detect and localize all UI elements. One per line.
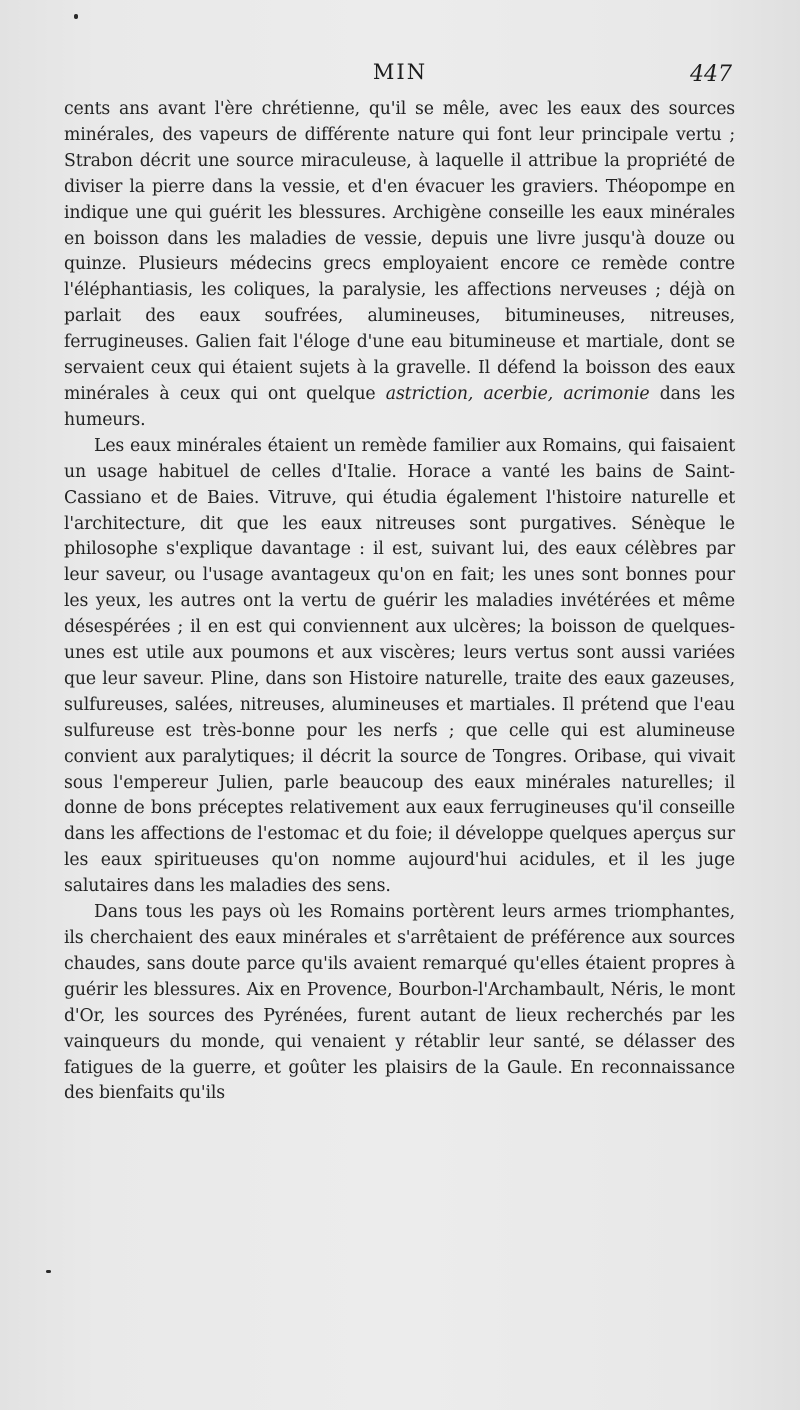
body-text: [64, 97, 735, 1107]
ink-speck: [46, 1270, 51, 1273]
page-number: 447: [690, 62, 732, 87]
text-segment: cents ans avant l'ère chrétienne, qu'il se mêle, avec les eaux des sources minérales, des vapeurs de différente nature qui font leur principale vertu ; Strabon décrit une source miraculeuse, à laquelle il attribue la propriété de diviser la pierre dans la vessie, et d'en évacuer les graviers. Théopompe en indique une qui guérit les blessures. Archigène conseille les eaux minérales en boisson dans les maladies de vessie, depuis une livre jusqu'à douze ou quinze. Plusieurs médecins grecs employaient encore ce remède contre l'éléphantiasis, les coliques, la paralysie, les affections nerveuses ; déjà on parlait des eaux soufrées, alumineuses, bitumineuses, nitreuses, ferrugineuses. Galien fait l'éloge d'une eau bitumineuse et martiale, dont se servaient ceux qui étaient sujets à la gravelle. Il défend la boisson des eaux minérales à ceux qui ont quelque: [64, 99, 735, 404]
paragraph: [64, 97, 735, 434]
italic-text-segment: astriction, acerbie, acrimonie: [385, 383, 650, 404]
paragraph: [64, 900, 735, 1107]
running-head-title: MIN: [372, 60, 428, 84]
running-head: [0, 60, 800, 94]
ink-speck: [74, 14, 78, 19]
text-segment: Les eaux minérales étaient un remède familier aux Romains, qui faisaient un usage habituel de celles d'Italie. Horace a vanté les bains de Saint-Cassiano et de Baies. Vitruve, qui étudia également l'histoire naturelle et l'architecture, dit que les eaux nitreuses sont purgatives. Sénèque le philosophe s'explique davantage : il est, suivant lui, des eaux célèbres par leur saveur, ou l'usage avantageux qu'on en fait; les unes sont bonnes pour les yeux, les autres ont la vertu de guérir les maladies invétérées et même désespérées ; il en est qui conviennent aux ulcères; la boisson de quelques-unes est utile aux poumons et aux viscères; leurs vertus sont aussi variées que leur saveur. Pline, dans son Histoire naturelle, traite des eaux gazeuses, sulfureuses, salées, nitreuses, alumineuses et martiales. Il prétend que l'eau sulfureuse est très-bonne pour les nerfs ; que celle qui est alumineuse convient aux paralytiques; il décrit la source de Tongres. Oribase, qui vivait sous l'empereur Julien, parle beaucoup des eaux minérales naturelles; il donne de bons préceptes relativement aux eaux ferrugineuses qu'il conseille dans les affections de l'estomac et du foie; il développe quelques aperçus sur les eaux spiritueuses qu'on nomme aujourd'hui acidules, et il les juge salutaires dans les maladies des sens.: [64, 435, 735, 897]
paragraph: [64, 434, 735, 900]
text-segment: dans les humeurs.: [64, 383, 735, 430]
text-segment: Dans tous les pays où les Romains portèrent leurs armes triomphantes, ils cherchaient des eaux minérales et s'arrêtaient de préférence aux sources chaudes, sans doute parce qu'ils avaient remarqué qu'elles étaient propres à guérir les blessures. Aix en Provence, Bourbon-l'Archambault, Néris, le mont d'Or, les sources des Pyrénées, furent autant de lieux recherchés par les vainqueurs du monde, qui venaient y rétablir leur santé, se délasser des fatigues de la guerre, et goûter les plaisirs de la Gaule. En reconnaissance des bienfaits qu'ils: [64, 902, 735, 1104]
